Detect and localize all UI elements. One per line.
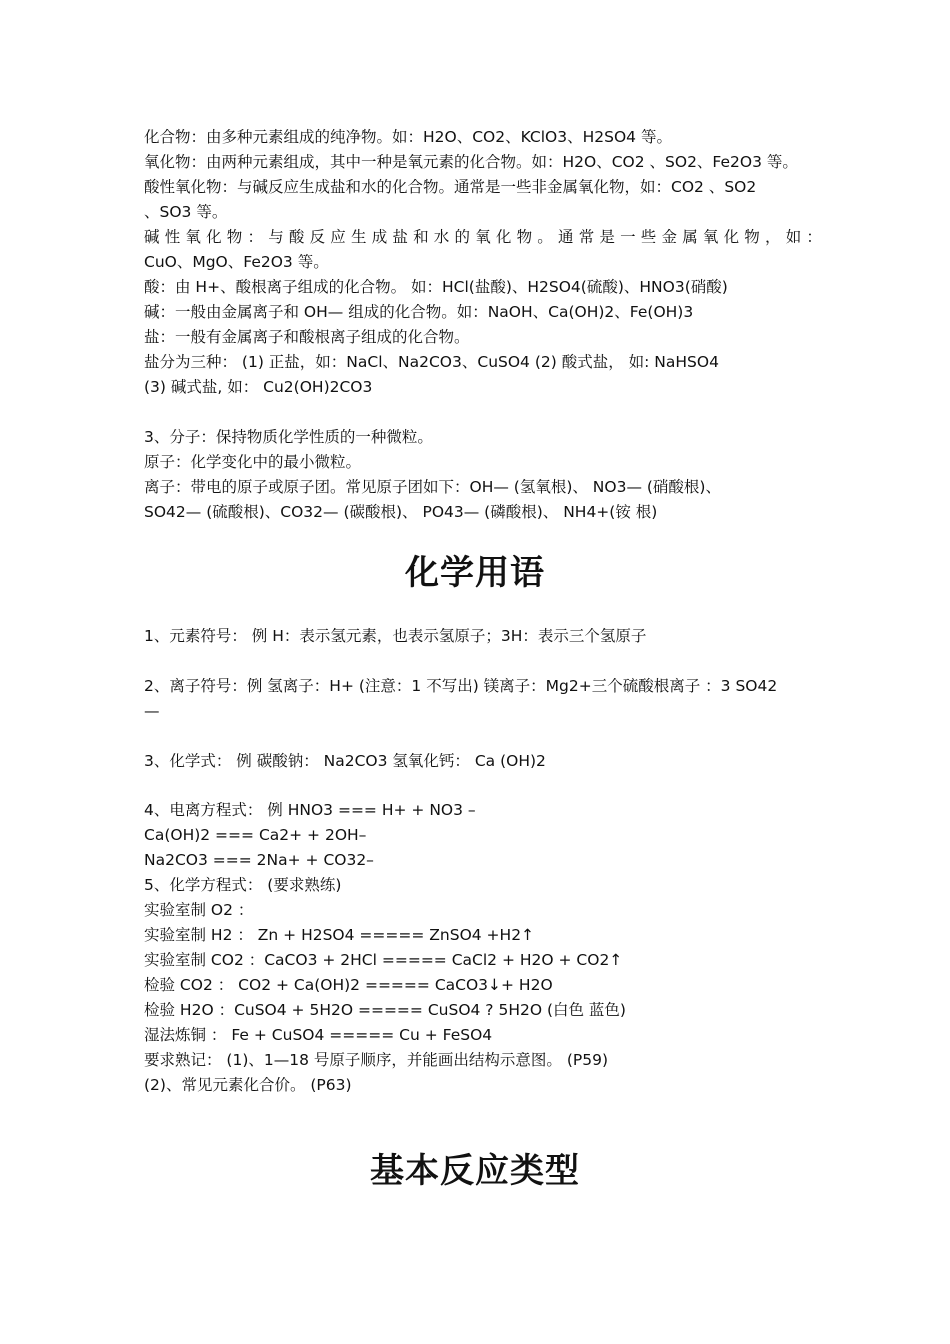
definition-ion: 离子：带电的原子或原子团。常见原子团如下：OH— (氢氧根)、 NO3— (硝酸根)、 [144,478,721,496]
definition-basic-oxide-cont: CuO、MgO、Fe2O3 等。 [144,253,329,271]
definition-atom: 原子：化学变化中的最小微粒。 [144,453,362,471]
definition-basic-oxide: 碱性氧化物：与酸反应生成盐和水的氧化物。通常是一些金属氧化物，如： [144,228,828,246]
definition-molecule: 3、分子：保持物质化学性质的一种微粒。 [144,428,433,446]
definition-compound: 化合物：由多种元素组成的纯净物。如：H2O、CO2、KClO3、H2SO4 等。 [144,128,672,146]
salt-types: 盐分为三种： (1) 正盐，如：NaCl、Na2CO3、CuSO4 (2) 酸式盐， 如: NaHSO4 [144,353,719,371]
equation-line: 实验室制 CO2 ：CaCO3 + 2HCl ===== CaCl2 + H2O + CO2↑ [144,951,623,969]
equation-line: Ca(OH)2 === Ca2+ + 2OH– [144,826,367,844]
definition-acidic-oxide-cont: 、SO3 等。 [144,203,228,221]
equation-line: 实验室制 O2 ： [144,901,254,919]
salt-types-cont: (3) 碱式盐, 如： Cu2(OH)2CO3 [144,378,373,396]
equation-line: 检验 H2O ：CuSO4 + 5H2O ===== CuSO4 ? 5H2O (白色 蓝色) [144,1001,626,1019]
equation-line: 实验室制 H2 ： Zn + H2SO4 ===== ZnSO4 +H2↑ [144,926,535,944]
heading-chemical-terms: 化学用语 [405,553,545,593]
definition-acid: 酸：由 H+、酸根离子组成的化合物。 如：HCl(盐酸)、H2SO4(硫酸)、HNO3(硝酸) [144,278,728,296]
equation-line: Na2CO3 === 2Na+ + CO32– [144,851,374,869]
term-element-symbol: 1、元素符号： 例 H：表示氢元素，也表示氢原子；3H：表示三个氢原子 [144,627,647,645]
term-ion-symbol: 2、离子符号：例 氢离子：H+ (注意：1 不写出) 镁离子：Mg2+三个硫酸根离子 ：3 SO42 [144,677,778,695]
memorize-note-cont: (2)、常见元素化合价。 (P63) [144,1076,352,1094]
term-chemical-formula: 3、化学式： 例 碳酸钠： Na2CO3 氢氧化钙： Ca (OH)2 [144,752,546,770]
equation-line: 检验 CO2 ： CO2 + Ca(OH)2 ===== CaCO3↓+ H2O [144,976,553,994]
heading-basic-reaction-types: 基本反应类型 [370,1151,580,1191]
definition-acidic-oxide: 酸性氧化物：与碱反应生成盐和水的化合物。通常是一些非金属氧化物，如：CO2 、SO2 [144,178,757,196]
term-ion-symbol-cont: — [144,702,160,720]
definition-base: 碱：一般由金属离子和 OH— 组成的化合物。如：NaOH、Ca(OH)2、Fe(OH)3 [144,303,694,321]
term-ionization-equation: 4、电离方程式： 例 HNO3 === H+ + NO3 – [144,801,476,819]
definition-salt: 盐：一般有金属离子和酸根离子组成的化合物。 [144,328,470,346]
term-chemical-equation: 5、化学方程式： (要求熟练) [144,876,342,894]
definition-ion-cont: SO42— (硫酸根)、CO32— (碳酸根)、 PO43— (磷酸根)、 NH4+(铵 根) [144,503,658,521]
memorize-note: 要求熟记： (1)、1—18 号原子顺序，并能画出结构示意图。 (P59) [144,1051,608,1069]
definition-oxide: 氧化物：由两种元素组成，其中一种是氧元素的化合物。如：H2O、CO2 、SO2、Fe2O3 等。 [144,153,798,171]
equation-line: 湿法炼铜 ： Fe + CuSO4 ===== Cu + FeSO4 [144,1026,493,1044]
